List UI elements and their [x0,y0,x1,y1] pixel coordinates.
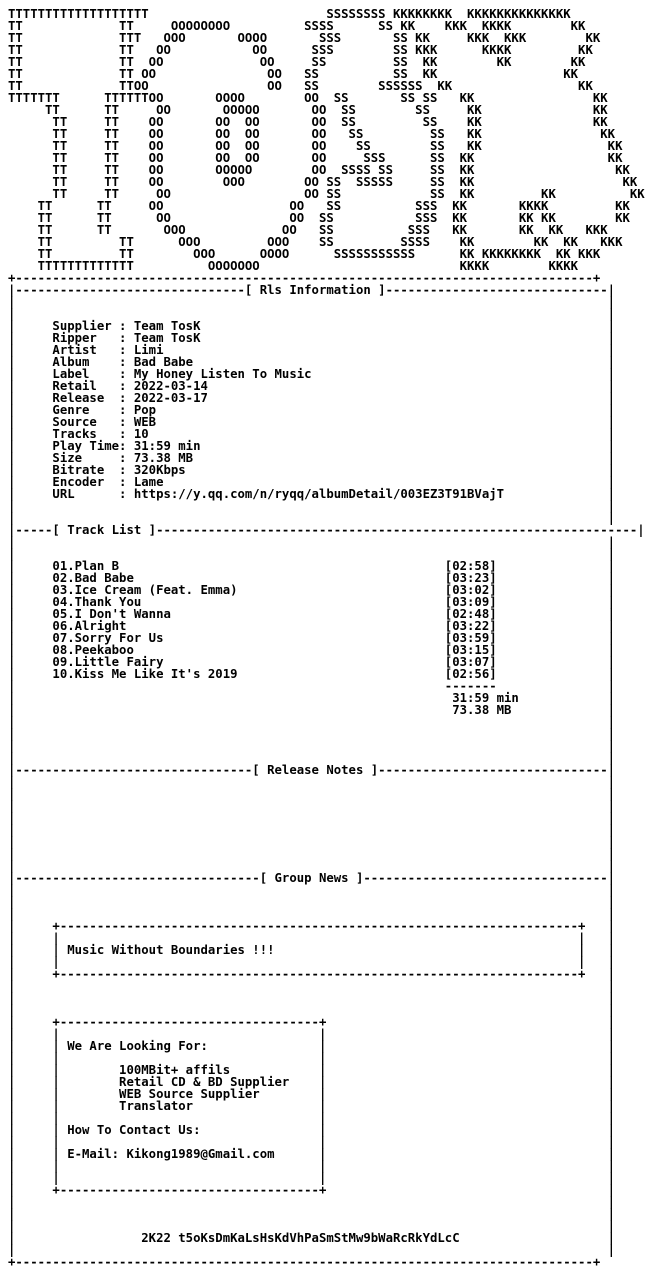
nfo-line: | Genre : Pop | [8,403,616,417]
nfo-line: | ------- | [8,679,616,693]
nfo-line: | | [8,799,616,813]
nfo-line: | Encoder : Lame | [8,475,616,489]
nfo-line: | | How To Contact Us: | | [8,1123,616,1137]
nfo-line: | | | | [8,1111,616,1125]
nfo-line: TT TT OOO OO SS SSS KK KK KK KKK [8,223,608,237]
nfo-line: | | WEB Source Supplier | | [8,1087,616,1101]
nfo-line: | | [8,727,616,741]
nfo-line: | | | | [8,955,616,969]
nfo-line: | Source : WEB | [8,415,616,429]
nfo-line: TT TTOO OO SS SSSSSS KK KK [8,79,593,93]
nfo-line: | Size : 73.38 MB | [8,451,616,465]
nfo-line: | | [8,979,616,993]
nfo-line: | | [8,847,616,861]
nfo-line: | | | | [8,1135,616,1149]
nfo-line: | Retail : 2022-03-14 | [8,379,616,393]
nfo-line: TT TT OO OO SSS SS KKK KKKK KK [8,43,593,57]
nfo-line: TT TT OO OO SS SSS KK KK KK KK [8,211,630,225]
nfo-line: | | [8,823,616,837]
nfo-line: | | | | [8,1171,616,1185]
nfo-line: | Bitrate : 320Kbps | [8,463,616,477]
nfo-line: | 31:59 min | [8,691,616,705]
nfo-line: | Label : My Honey Listen To Music | [8,367,616,381]
nfo-line: TT TT OO OO OO OO SS SS KK KK [8,127,616,141]
nfo-line: | | [8,295,616,309]
nfo-line: | 07.Sorry For Us [03:59] | [8,631,616,645]
nfo-line: | | 100MBit+ affils | | [8,1063,616,1077]
nfo-line: TT TT OO OO SS SSS KK KKKK KK [8,199,630,213]
nfo-line: | +----------------------------------------------------------------------+ | [8,919,616,933]
nfo-line: | | [8,535,616,549]
nfo-line: | 04.Thank You [03:09] | [8,595,616,609]
nfo-line: |-----[ Track List ]-----------------------------------------------------------------| [8,523,645,537]
nfo-line: | Release : 2022-03-17 | [8,391,616,405]
nfo-line: | | | | [8,931,616,945]
nfo-line: | 10.Kiss Me Like It's 2019 [02:56] | [8,667,616,681]
nfo-line: +------------------------------------------------------------------------------+ [8,1255,601,1269]
nfo-line: | | [8,895,616,909]
nfo-line: | | [8,715,616,729]
nfo-line: | | We Are Looking For: | | [8,1039,616,1053]
nfo-line: | 06.Alright [03:22] | [8,619,616,633]
nfo-line: | | [8,751,616,765]
nfo-line: | Tracks : 10 | [8,427,616,441]
nfo-line: | 01.Plan B [02:58] | [8,559,616,573]
nfo-line: | 73.38 MB | [8,703,616,717]
nfo-line: TT TTT OOO OOOO SSS SS KK KKK KKK KK [8,31,601,45]
nfo-line: TT TT OOOOOOOO SSSS SS KK KKK KKKK KK [8,19,586,33]
nfo-line: | Play Time: 31:59 min | [8,439,616,453]
nfo-line: | | [8,499,616,513]
nfo-line: | 2K22 t5oKsDmKaLsHsKdVhPaSmStMw9bWaRcRkYdLcC | [8,1231,616,1245]
nfo-line: TT TT OO OO OO OO SS SS KK KK [8,139,623,153]
nfo-line: TTTTTTT TTTTTTOO OOOO OO SS SS SS KK KK [8,91,608,105]
nfo-line: | | [8,775,616,789]
nfo-line: | 09.Little Fairy [03:07] | [8,655,616,669]
nfo-line: TT TT OO OO SS SS KK KK [8,67,579,81]
nfo-line: | | Retail CD & BD Supplier | | [8,1075,616,1089]
nfo-line: TT TT OO OOOOO OO SS SS KK KK [8,103,608,117]
nfo-line: |--------------------------------[ Release Notes ]-------------------------------| [8,763,616,777]
nfo-line: TT TT OO OO SS SS KK KK KK [8,187,645,201]
nfo-line: | | [8,511,616,525]
nfo-line: | 03.Ice Cream (Feat. Emma) [03:02] | [8,583,616,597]
nfo-line: | | [8,859,616,873]
nfo-line: | | [8,1219,616,1233]
nfo-line: | | | | [8,1159,616,1173]
nfo-line: | | E-Mail: Kikong1989@Gmail.com | | [8,1147,616,1161]
nfo-line: TT TT OO OOO OO SS SSSSS SS KK KK [8,175,638,189]
nfo-line: | +----------------------------------------------------------------------+ | [8,967,616,981]
nfo-line: | | [8,1003,616,1017]
nfo-line: | URL : https://y.qq.com/n/ryqq/albumDetail/003EZ3T91BVajT | [8,487,616,501]
nfo-line: | | [8,307,616,321]
nfo-line: TTTTTTTTTTTTTTTTTTT SSSSSSSS KKKKKKKK KKKKKKKKKKKKKK [8,7,571,21]
nfo-line: TT TT OOO OOO SS SSSS KK KK KK KKK [8,235,623,249]
nfo-line: | | [8,1243,616,1257]
nfo-line: | +-----------------------------------+ | [8,1183,616,1197]
nfo-line: | | [8,991,616,1005]
nfo-line: | | [8,1195,616,1209]
nfo-line: | 08.Peekaboo [03:15] | [8,643,616,657]
nfo-line: |-------------------------------[ Rls Information ]------------------------------| [8,283,616,297]
nfo-line: TT TT OO OOOOO OO SSSS SS SS KK KK [8,163,630,177]
nfo-line: TT TT OOO OOOO SSSSSSSSSSS KK KKKKKKKK KK KKK [8,247,601,261]
nfo-line: | | [8,547,616,561]
nfo-line: | Artist : Limi | [8,343,616,357]
nfo-line: | 05.I Don't Wanna [02:48] | [8,607,616,621]
nfo-line: | | [8,835,616,849]
nfo-line: TT TT OO OO OO OO SS SS KK KK [8,115,608,129]
nfo-line: | Supplier : Team TosK | [8,319,616,333]
nfo-line: | | Translator | | [8,1099,616,1113]
nfo-line: | | [8,883,616,897]
nfo-line: TT TT OO OO OO OO SSS SS KK KK [8,151,623,165]
nfo-line: |---------------------------------[ Group News ]---------------------------------| [8,871,616,885]
nfo-line: | | [8,811,616,825]
nfo-line: | | | | [8,1027,616,1041]
nfo-line: TT TT OO OO SS SS KK KK KK [8,55,586,69]
nfo-line: | 02.Bad Babe [03:23] | [8,571,616,585]
nfo-line: | | [8,1207,616,1221]
nfo-line: TTTTTTTTTTTTT OOOOOOO KKKK KKKK [8,259,579,273]
nfo-line: | | [8,787,616,801]
nfo-line: | Ripper : Team TosK | [8,331,616,345]
nfo-line: | | [8,739,616,753]
nfo-line: +------------------------------------------------------------------------------+ [8,271,601,285]
nfo-line: | +-----------------------------------+ | [8,1015,616,1029]
nfo-line: | | [8,907,616,921]
nfo-line: | | | | [8,1051,616,1065]
nfo-line: | | Music Without Boundaries !!! | | [8,943,616,957]
nfo-line: | Album : Bad Babe | [8,355,616,369]
